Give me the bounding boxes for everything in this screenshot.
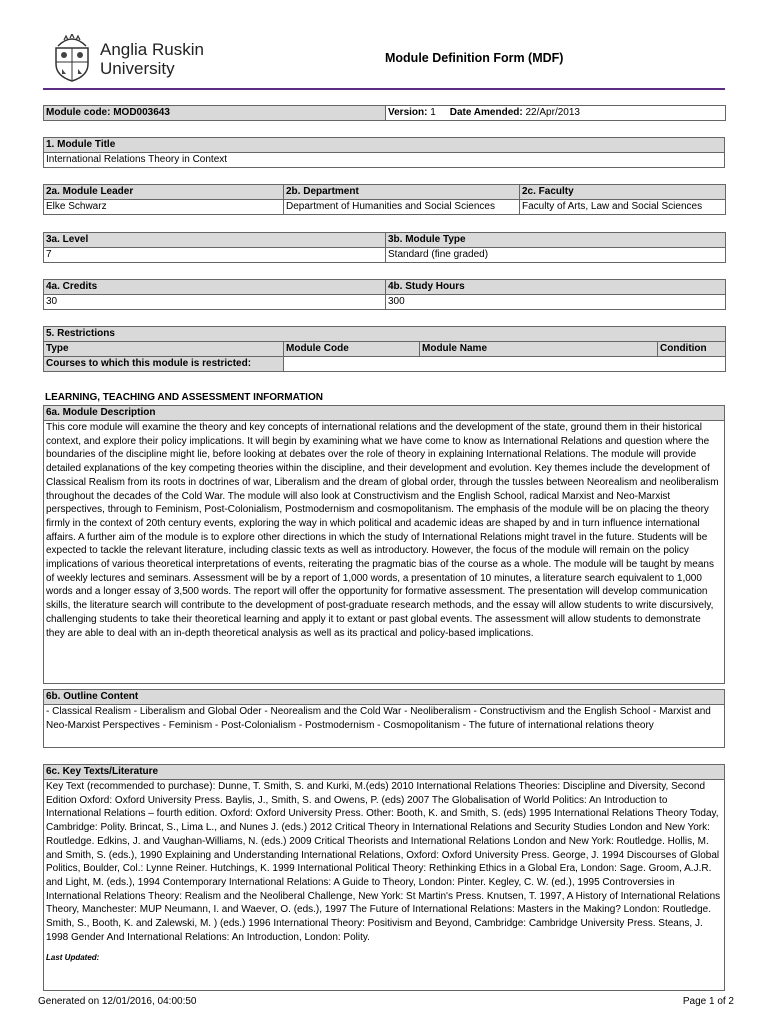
ltai-section-title: LEARNING, TEACHING AND ASSESSMENT INFORMATION [45, 392, 323, 403]
credits-value: 30 [44, 295, 386, 310]
description-table [43, 405, 725, 684]
version-label: Version: [388, 107, 428, 118]
department-label: 2b. Department [284, 185, 520, 200]
module-title-value: International Relations Theory in Context [44, 153, 725, 168]
university-logo [52, 34, 212, 84]
level-value: 7 [44, 248, 386, 263]
module-leader-label: 2a. Module Leader [44, 185, 284, 200]
key-texts-text: Key Text (recommended to purchase): Dunne, T. Smith, S. and Kurki, M.(eds) 2010 International Relations Theories: Discipline and Diversity, Second Edition Oxford: Oxford University Press. Baylis, J., Smith, S. and Owens, P. (eds) 2007 The Globalisation of World Politics: An Introduction to International Relations – fourth edition. Oxford: Oxford University Press. Other: Booth, K. and Smith, S. (eds) 1995 International Relations Theory Today, Cambridge: Polity. Brincat, S., Lima L., and Nunes J. (eds.) 2012 Critical Theory in International Relations and Security Studies London and New York: Routledge. Edkins, J. and Vaughan-Williams, N. (eds.) 2009 Critical Theorists and International Relations London and New York: Routledge. Hollis, M. and Smith, S. (eds.), 1990 Explaining and Understanding International Relations, Oxford: Oxford University Press. George, J. 1994 Discourses of Global Politics, Boulder, Col.: Lynne Reiner. Hutchings, K. 1999 International Political Theory: Rethinking Ethics in a Global Era, London: Sage. Groom, A.J.R. and Light, M. (eds.), 1994 Contemporary International Relations: A Guide to Theory, London: Pinter. Kegley, C. W. (ed.), 1995 Controversies in International Relations Theory: Realism and the Neoliberal Challenge, New York: St Martin's Press. Knutsen, T. 1997, A History of International Relations Theory, Manchester: MUP Neumann, I. and Waever, O. (eds.), 1997 The Future of International Relations: Masters in the Making? London: Routledge. Smith, S., Booth, K. and Zalewski, M. ) (eds.) 1996 International Theory: Positivism and Beyond, Cambridge: Cambridge University Press. Steans, J. 1998 Gender And International Relations: An Introduction, London: Polity. [46, 781, 721, 943]
module-title-table [43, 137, 725, 168]
module-leader-table [43, 184, 726, 215]
module-code-table [43, 105, 726, 121]
restrictions-col-condition: Condition [658, 342, 726, 357]
outline-label: 6b. Outline Content [44, 690, 725, 705]
page-number: Page 1 of 2 [682, 996, 734, 1007]
last-updated-label: Last Updated: [46, 953, 100, 963]
restrictions-col-code: Module Code [284, 342, 420, 357]
crest-icon [52, 34, 92, 82]
version-cell [386, 106, 726, 121]
module-leader-value: Elke Schwarz [44, 200, 284, 215]
credits-label: 4a. Credits [44, 280, 386, 295]
courses-restricted-value [284, 357, 726, 372]
module-type-label: 3b. Module Type [386, 233, 726, 248]
courses-restricted-label: Courses to which this module is restricted: [44, 357, 284, 372]
level-label: 3a. Level [44, 233, 386, 248]
generated-timestamp: Generated on 12/01/2016, 04:00:50 [38, 996, 197, 1007]
study-hours-value: 300 [386, 295, 726, 310]
university-name-line1: Anglia Ruskin [100, 40, 204, 59]
date-amended-value: 22/Apr/2013 [525, 107, 580, 118]
department-value: Department of Humanities and Social Sciences [284, 200, 520, 215]
outline-table [43, 689, 725, 748]
version-value: 1 [430, 107, 436, 118]
header-rule [43, 88, 725, 90]
restrictions-col-type: Type [44, 342, 284, 357]
restrictions-label: 5. Restrictions [44, 327, 726, 342]
study-hours-label: 4b. Study Hours [386, 280, 726, 295]
key-texts-cell [44, 780, 725, 991]
faculty-label: 2c. Faculty [520, 185, 726, 200]
key-texts-table [43, 764, 725, 991]
level-table [43, 232, 726, 263]
key-texts-label: 6c. Key Texts/Literature [44, 765, 725, 780]
module-code: Module code: MOD003643 [44, 106, 386, 121]
description-label: 6a. Module Description [44, 406, 725, 421]
faculty-value: Faculty of Arts, Law and Social Sciences [520, 200, 726, 215]
outline-text: - Classical Realism - Liberalism and Global Oder - Neorealism and the Cold War - Neoliberalism - Constructivism and the English School - Marxist and Neo-Marxist Perspectives - Feminism - Post-Colonialism - Postmodernism - Cosmopolitanism - The future of international relations theory [44, 705, 725, 748]
date-amended-label: Date Amended: [449, 107, 523, 118]
module-title-label: 1. Module Title [44, 138, 725, 153]
form-title: Module Definition Form (MDF) [385, 51, 564, 65]
university-name-line2: University [100, 59, 175, 78]
credits-table [43, 279, 726, 310]
restrictions-table [43, 326, 726, 372]
description-text: This core module will examine the theory and key concepts of international relations and the development of the state, ground them in their historical context, and explore their policy implications. It will begin by examining what we have come to know as International Relations and question where the boundaries of the discipline might lie, before looking at debates over the role of theory in explaining International Relations. The module will provide detailed explanations of the key competing theories within the discipline, and their development and evolution. Key themes include the development of Classical Realism from its roots in doctrines of war, Liberalism and the dream of global order, through the tussles between Neorealism and neoliberalism throughout the decades of the Cold War. The module will also look at Constructivism and the English School, radical Marxist and Neo-Marxist perspectives, through to Feminism, Post-Colonialism, Postmodernism and cosmopolitanism. The emphasis of the module will be on placing the theory firmly in the context of 20th century events, exploring the way in which political and academic ideas are shaped by and in turn influence international affairs. A further aim of the module is to explore other directions in which the study of International Relations might travel in the future. Students will be expected to tackle the relevant literature, including classic texts as well as introductory. However, the focus of the module will remain on the policy implications of various theoretical interpretations of events, reiterating the pragmatic bias of the course as a whole. The module will be taught by means of weekly lectures and seminars. Assessment will be by a report of 1,000 words, a presentation of 10 minutes, a literature search equivalent to 1,000 words and a longer essay of 3,500 words. The report will offer the opportunity for formative assessment. The presentation will develop communication skills, the literature search will contribute to the development of post-graduate research methods, and the essay will allow students to write discursively, challenging students to take their theoretical learning and apply it to extant or past global events. The assessment will allow students to demonstrate they are able to deal with an in-depth theoretical analysis as well as its practical and policy-based implications. [44, 421, 725, 684]
restrictions-col-name: Module Name [420, 342, 658, 357]
module-type-value: Standard (fine graded) [386, 248, 726, 263]
